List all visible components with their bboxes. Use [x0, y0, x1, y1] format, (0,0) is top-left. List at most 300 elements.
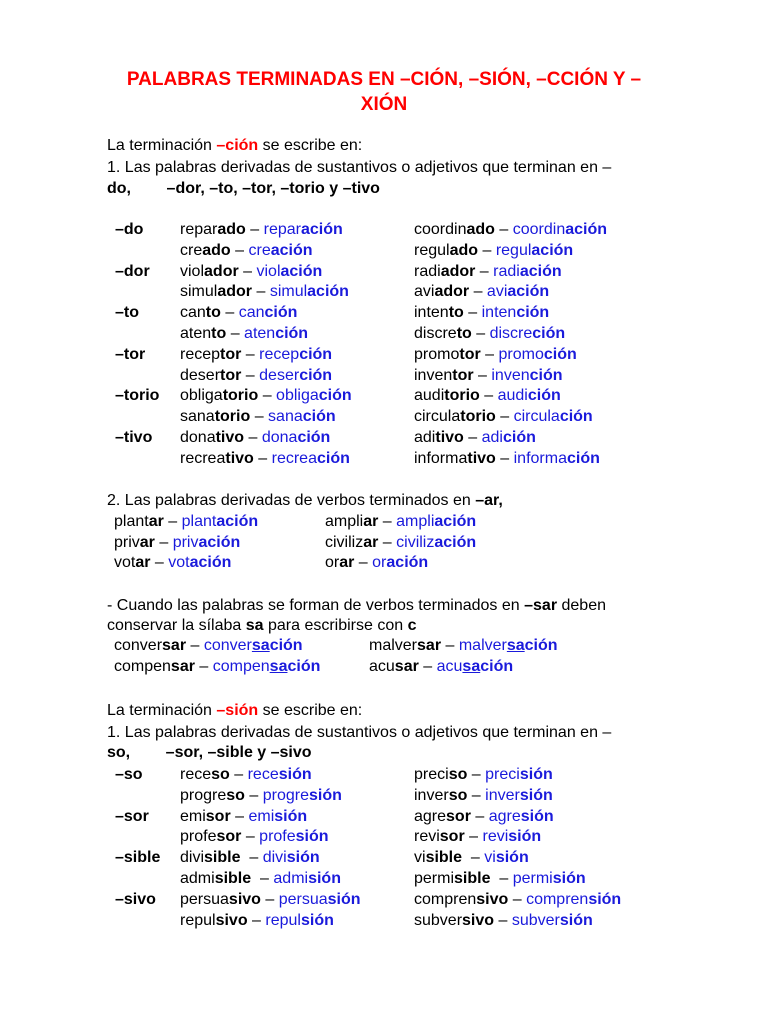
- derived-word-ending: sión: [308, 870, 341, 887]
- base-word-stem: progre: [180, 786, 227, 804]
- derived-word-stem: acu: [436, 658, 463, 675]
- base-word-ending: sible: [214, 870, 256, 887]
- cion-rule1-line1: 1. Las palabras derivadas de sustantivos o adjetivos que terminan en –: [107, 159, 612, 176]
- derived-word-ending: ción: [316, 449, 350, 467]
- intro-text: se escribe en:: [258, 137, 363, 154]
- base-word-stem: can: [180, 304, 206, 322]
- derived-word-ending: ación: [519, 262, 562, 280]
- page-title-line2: XIÓN: [360, 94, 408, 115]
- base-word-stem: aten: [180, 325, 212, 342]
- base-word-ending: torio: [214, 408, 251, 426]
- derived-word-ending: ación: [300, 221, 343, 238]
- base-word-ending: ar: [339, 554, 355, 571]
- sar-term: –sar: [524, 597, 558, 614]
- base-word-stem: simul: [180, 283, 218, 301]
- base-word-stem: ampli: [325, 513, 364, 530]
- derived-word-ending: sión: [588, 890, 622, 908]
- suffix-label: –tor: [115, 345, 146, 363]
- word-pair: [414, 220, 607, 240]
- derived-word-ending: sión: [520, 807, 554, 825]
- sion-intro: [107, 701, 362, 721]
- derived-word-ending: ción: [543, 345, 577, 363]
- derived-word-stem: coordin: [512, 221, 566, 238]
- dash: –: [194, 658, 213, 675]
- word-pair: [180, 869, 341, 889]
- base-word-stem: dona: [180, 429, 216, 446]
- base-word-stem: emi: [180, 807, 206, 825]
- derived-word-stem: viol: [256, 262, 281, 280]
- intro-text: La terminación: [107, 702, 217, 719]
- word-pair: [180, 848, 320, 868]
- word-pair: [325, 533, 476, 553]
- dash: –: [463, 304, 482, 322]
- base-word-ending: ar: [139, 533, 155, 551]
- derived-word-stem: inten: [481, 304, 517, 322]
- dash: –: [466, 849, 485, 867]
- base-word-stem: revi: [414, 828, 440, 846]
- dash: –: [247, 911, 266, 929]
- dash: –: [229, 766, 248, 783]
- base-word-stem: rece: [180, 766, 212, 783]
- derived-word-ending: ción: [318, 387, 352, 405]
- base-word-ending: ador: [204, 262, 239, 280]
- derived-word-ending: sión: [508, 828, 542, 846]
- base-word-ending: tivo: [225, 449, 254, 467]
- word-pair: [114, 657, 320, 677]
- word-pair: [180, 428, 330, 448]
- derived-word-ending: ción: [297, 429, 331, 446]
- derived-word-syllable: sa: [506, 637, 525, 654]
- page-title-line1: PALABRAS TERMINADAS EN –CIÓN, –SIÓN, –CCIÓN Y –: [126, 69, 642, 90]
- cion-intro: [107, 136, 362, 156]
- word-pair: [180, 220, 343, 240]
- dash: –: [154, 533, 173, 551]
- derived-word-stem: inven: [491, 366, 530, 384]
- derived-word-stem: circula: [513, 408, 560, 426]
- suffix-label: –sivo: [115, 890, 156, 908]
- derived-word-syllable: sa: [251, 637, 270, 654]
- base-word-ending: sivo: [228, 890, 261, 908]
- dash: –: [464, 828, 483, 846]
- derived-word-stem: promo: [498, 345, 544, 363]
- derived-word-ending: sión: [286, 849, 320, 867]
- base-word-ending: ado: [202, 241, 231, 259]
- dash: –: [441, 637, 459, 654]
- base-word-ending: tor: [452, 366, 474, 384]
- base-word-stem: acu: [369, 658, 395, 675]
- dash: –: [244, 429, 262, 446]
- cion-rule2: [107, 491, 503, 511]
- base-word-ending: sar: [417, 637, 442, 654]
- base-word-ending: to: [448, 304, 464, 322]
- derived-word-ending: ción: [524, 637, 558, 654]
- base-word-stem: or: [325, 554, 340, 571]
- derived-word-syllable: sa: [462, 658, 481, 675]
- base-word-stem: recrea: [180, 449, 226, 467]
- word-pair: [180, 345, 332, 365]
- base-word-ending: ador: [217, 283, 253, 301]
- derived-word-stem: divi: [262, 849, 287, 867]
- derived-word-stem: plant: [181, 513, 217, 530]
- word-pair: [414, 827, 541, 847]
- base-word-ending: ado: [466, 221, 495, 238]
- derived-word-stem: dona: [261, 429, 298, 446]
- suffix-label: –sible: [115, 849, 161, 867]
- dash: –: [463, 429, 482, 446]
- dash: –: [163, 513, 182, 530]
- base-word-stem: conver: [114, 637, 163, 654]
- base-word-ending: tivo: [215, 429, 245, 446]
- dash: –: [478, 241, 496, 259]
- base-word-stem: compren: [414, 890, 477, 908]
- base-word-ending: torio: [444, 387, 480, 405]
- word-pair: [180, 827, 329, 847]
- derived-word-ending: ción: [302, 408, 336, 426]
- base-word-stem: regul: [414, 241, 450, 259]
- derived-word-stem: simul: [269, 283, 308, 301]
- derived-word-stem: compren: [526, 890, 589, 908]
- word-pair: [325, 512, 476, 532]
- base-word-stem: inver: [414, 786, 449, 804]
- base-word-ending: sor: [439, 828, 465, 846]
- derived-word-ending: ción: [529, 366, 563, 384]
- word-pair: [414, 303, 549, 323]
- derived-word-stem: adi: [481, 429, 503, 446]
- base-word-ending: sor: [205, 807, 231, 825]
- derived-word-ending: ación: [531, 241, 574, 259]
- base-word-stem: cre: [180, 241, 203, 259]
- derived-word-ending: sión: [519, 766, 553, 783]
- base-word-stem: divi: [180, 849, 205, 867]
- sion-term: –sión: [216, 702, 259, 719]
- suffix-label: –dor: [115, 262, 150, 280]
- base-word-ending: tor: [459, 345, 481, 363]
- cion-term: –ción: [216, 137, 259, 154]
- base-word-stem: discre: [414, 325, 457, 342]
- derived-word-stem: discre: [489, 325, 533, 342]
- base-word-stem: plant: [114, 513, 149, 530]
- base-word-ending: ar: [135, 554, 151, 571]
- dash: –: [260, 890, 279, 908]
- base-word-ending: tor: [220, 366, 242, 384]
- word-pair: [180, 241, 313, 261]
- base-word-ending: so: [448, 786, 468, 804]
- base-word-ending: sivo: [476, 890, 509, 908]
- base-word-ending: to: [205, 304, 221, 322]
- derived-word-ending: ción: [269, 637, 303, 654]
- derived-word-stem: sana: [268, 408, 303, 426]
- word-pair: [414, 765, 553, 785]
- base-word-stem: viol: [180, 262, 205, 280]
- dash: –: [473, 366, 492, 384]
- suffix-label: –sor: [115, 807, 149, 825]
- base-word-stem: obliga: [180, 387, 223, 405]
- derived-word-ending: ción: [502, 429, 536, 446]
- dash: –: [230, 807, 249, 825]
- dash: –: [378, 533, 397, 551]
- derived-word-stem: radi: [493, 262, 520, 280]
- derived-word-stem: ampli: [396, 513, 435, 530]
- derived-word-stem: emi: [248, 807, 275, 825]
- base-word-ending: torio: [222, 387, 259, 405]
- base-word-stem: persua: [180, 890, 229, 908]
- base-word-stem: admi: [180, 870, 215, 887]
- word-pair: [414, 324, 565, 344]
- base-word-stem: coordin: [414, 221, 467, 238]
- base-word-stem: repar: [180, 221, 218, 238]
- word-pair: [114, 636, 303, 656]
- derived-word-stem: audi: [497, 387, 528, 405]
- dash: –: [230, 241, 249, 259]
- word-pair: [180, 324, 308, 344]
- word-pair: [414, 366, 563, 386]
- base-word-ending: sivo: [462, 911, 495, 929]
- base-word-stem: priv: [114, 533, 140, 551]
- base-word-ending: ar: [148, 513, 164, 530]
- derived-word-ending: ación: [198, 533, 241, 551]
- derived-word-ending: ción: [264, 304, 298, 322]
- dash: –: [241, 345, 260, 363]
- base-word-ending: sar: [162, 637, 187, 654]
- word-pair: [180, 786, 342, 806]
- derived-word-stem: permi: [512, 870, 553, 887]
- derived-word-stem: rece: [247, 766, 279, 783]
- suffix-label: –so: [115, 766, 143, 783]
- dash: –: [238, 262, 257, 280]
- base-word-ending: ador: [434, 283, 470, 301]
- rule2-term: –ar,: [475, 492, 503, 509]
- dash: –: [244, 849, 263, 867]
- derived-word-stem: profe: [259, 828, 296, 846]
- dash: –: [244, 786, 263, 804]
- derived-word-ending: ción: [480, 658, 514, 675]
- dash: –: [495, 408, 514, 426]
- derived-word-ending: ción: [516, 304, 550, 322]
- base-word-stem: deser: [180, 366, 221, 384]
- derived-word-stem: admi: [273, 870, 309, 887]
- derived-word-stem: can: [238, 304, 265, 322]
- derived-word-ending: sión: [552, 870, 586, 887]
- derived-word-stem: avi: [486, 283, 508, 301]
- dash: –: [469, 283, 487, 301]
- word-pair: [180, 911, 334, 931]
- derived-word-stem: malver: [458, 637, 507, 654]
- base-word-ending: so: [448, 766, 468, 783]
- sar-text: para escribirse con: [263, 617, 408, 634]
- intro-text: se escribe en:: [258, 702, 363, 719]
- dash: –: [250, 408, 269, 426]
- derived-word-ending: ción: [559, 408, 593, 426]
- suffix-label: –torio: [115, 387, 160, 405]
- derived-word-stem: obliga: [276, 387, 319, 405]
- derived-word-ending: ación: [270, 241, 313, 259]
- base-word-ending: sivo: [215, 911, 248, 929]
- sar-syllable: sa: [245, 617, 264, 634]
- derived-word-ending: ación: [434, 533, 477, 551]
- base-word-ending: sible: [204, 849, 245, 867]
- word-pair: [180, 262, 322, 282]
- dash: –: [258, 387, 277, 405]
- derived-word-stem: priv: [172, 533, 199, 551]
- derived-word-stem: subver: [511, 911, 560, 929]
- word-pair: [180, 807, 307, 827]
- base-word-stem: promo: [414, 345, 460, 363]
- derived-word-stem: conver: [203, 637, 252, 654]
- word-pair: [180, 282, 349, 302]
- dash: –: [186, 637, 204, 654]
- word-pair: [114, 512, 258, 532]
- base-word-stem: profe: [180, 828, 217, 846]
- word-pair: [180, 407, 336, 427]
- base-word-stem: adi: [414, 429, 436, 446]
- suffix-label: –do: [115, 221, 144, 238]
- base-word-stem: compen: [114, 658, 171, 675]
- derived-word-stem: regul: [495, 241, 532, 259]
- derived-word-ending: ación: [307, 283, 349, 301]
- suffix-label: –to: [115, 304, 139, 322]
- derived-word-stem: repul: [265, 911, 301, 929]
- derived-word-ending: sión: [327, 890, 361, 908]
- base-word-stem: sana: [180, 408, 215, 426]
- derived-word-stem: recep: [259, 345, 300, 363]
- dash: –: [494, 221, 513, 238]
- base-word-ending: tor: [220, 345, 242, 363]
- derived-word-ending: sión: [278, 766, 312, 783]
- dash: –: [495, 449, 514, 467]
- base-word-ending: ador: [440, 262, 476, 280]
- derived-word-ending: ación: [386, 554, 429, 571]
- derived-word-stem: agre: [488, 807, 521, 825]
- derived-word-ending: sión: [519, 786, 553, 804]
- derived-word-stem: preci: [485, 766, 520, 783]
- dash: –: [220, 304, 239, 322]
- word-pair: [369, 657, 513, 677]
- dash: –: [252, 283, 270, 301]
- word-pair: [414, 407, 593, 427]
- derived-word-ending: ción: [532, 325, 566, 342]
- word-pair: [414, 807, 554, 827]
- derived-word-stem: vot: [168, 554, 190, 571]
- sar-note-line1: [107, 596, 606, 616]
- derived-word-stem: informa: [513, 449, 567, 467]
- derived-word-ending: sión: [559, 911, 593, 929]
- derived-word-stem: cre: [248, 241, 271, 259]
- derived-word-stem: revi: [482, 828, 509, 846]
- derived-word-stem: progre: [262, 786, 309, 804]
- derived-word-syllable: sa: [269, 658, 288, 675]
- dash: –: [378, 513, 397, 530]
- base-word-stem: circula: [414, 408, 461, 426]
- base-word-stem: avi: [414, 283, 435, 301]
- dash: –: [241, 366, 260, 384]
- sion-rule1-line2: so, –sor, –sible y –sivo: [107, 744, 312, 761]
- base-word-ending: sible: [454, 870, 495, 887]
- base-word-stem: audi: [414, 387, 445, 405]
- dash: –: [475, 262, 494, 280]
- derived-word-ending: sión: [274, 807, 308, 825]
- word-pair: [414, 890, 621, 910]
- base-word-ending: sar: [170, 658, 195, 675]
- derived-word-stem: deser: [259, 366, 300, 384]
- derived-word-ending: ación: [434, 513, 477, 530]
- base-word-ending: to: [456, 325, 472, 342]
- dash: –: [354, 554, 373, 571]
- word-pair: [414, 262, 562, 282]
- sar-letter: c: [407, 617, 417, 634]
- base-word-stem: inven: [414, 366, 453, 384]
- base-word-ending: ar: [363, 533, 379, 551]
- base-word-stem: permi: [414, 870, 455, 887]
- base-word-stem: subver: [414, 911, 463, 929]
- rule2-text: 2. Las palabras derivadas de verbos terminados en: [107, 492, 476, 509]
- derived-word-ending: ción: [299, 366, 333, 384]
- derived-word-ending: ción: [566, 449, 600, 467]
- derived-word-stem: compen: [212, 658, 270, 675]
- dash: –: [508, 890, 527, 908]
- derived-word-stem: civiliz: [396, 533, 435, 551]
- dash: –: [480, 345, 499, 363]
- word-pair: [325, 553, 428, 573]
- dash: –: [479, 387, 498, 405]
- word-pair: [414, 428, 536, 448]
- derived-word-ending: sión: [495, 849, 529, 867]
- base-word-stem: malver: [369, 637, 418, 654]
- base-word-ending: tivo: [435, 429, 464, 446]
- derived-word-stem: inver: [485, 786, 520, 804]
- word-pair: [180, 303, 297, 323]
- word-pair: [414, 848, 529, 868]
- derived-word-stem: aten: [244, 325, 276, 342]
- base-word-ending: so: [211, 766, 230, 783]
- sar-text: deben: [557, 597, 606, 614]
- derived-word-ending: ación: [280, 262, 323, 280]
- base-word-stem: vot: [114, 554, 136, 571]
- dash: –: [467, 766, 486, 783]
- base-word-stem: inten: [414, 304, 449, 322]
- dash: –: [241, 828, 260, 846]
- word-pair: [414, 345, 577, 365]
- word-pair: [414, 911, 593, 931]
- derived-word-ending: ción: [527, 387, 561, 405]
- derived-word-ending: ción: [287, 658, 321, 675]
- dash: –: [494, 911, 512, 929]
- derived-word-ending: ación: [565, 221, 608, 238]
- dash: –: [470, 807, 489, 825]
- derived-word-ending: ación: [189, 554, 232, 571]
- derived-word-ending: ción: [275, 325, 309, 342]
- base-word-stem: vi: [414, 849, 426, 867]
- word-pair: [180, 386, 352, 406]
- base-word-ending: torio: [460, 408, 496, 426]
- word-pair: [180, 765, 312, 785]
- word-pair: [369, 636, 558, 656]
- word-pair: [180, 366, 332, 386]
- base-word-stem: radi: [414, 262, 441, 280]
- base-word-ending: ado: [217, 221, 246, 238]
- word-pair: [414, 449, 600, 469]
- dash: –: [253, 449, 272, 467]
- derived-word-stem: vi: [484, 849, 496, 867]
- derived-word-ending: sión: [300, 911, 334, 929]
- word-pair: [414, 386, 561, 406]
- word-pair: [180, 890, 361, 910]
- cion-rule1-line2: do, –dor, –to, –tor, –torio y –tivo: [107, 180, 380, 197]
- base-word-stem: civiliz: [325, 533, 364, 551]
- base-word-ending: sar: [394, 658, 419, 675]
- word-pair: [414, 241, 573, 261]
- dash: –: [467, 786, 486, 804]
- derived-word-stem: persua: [278, 890, 328, 908]
